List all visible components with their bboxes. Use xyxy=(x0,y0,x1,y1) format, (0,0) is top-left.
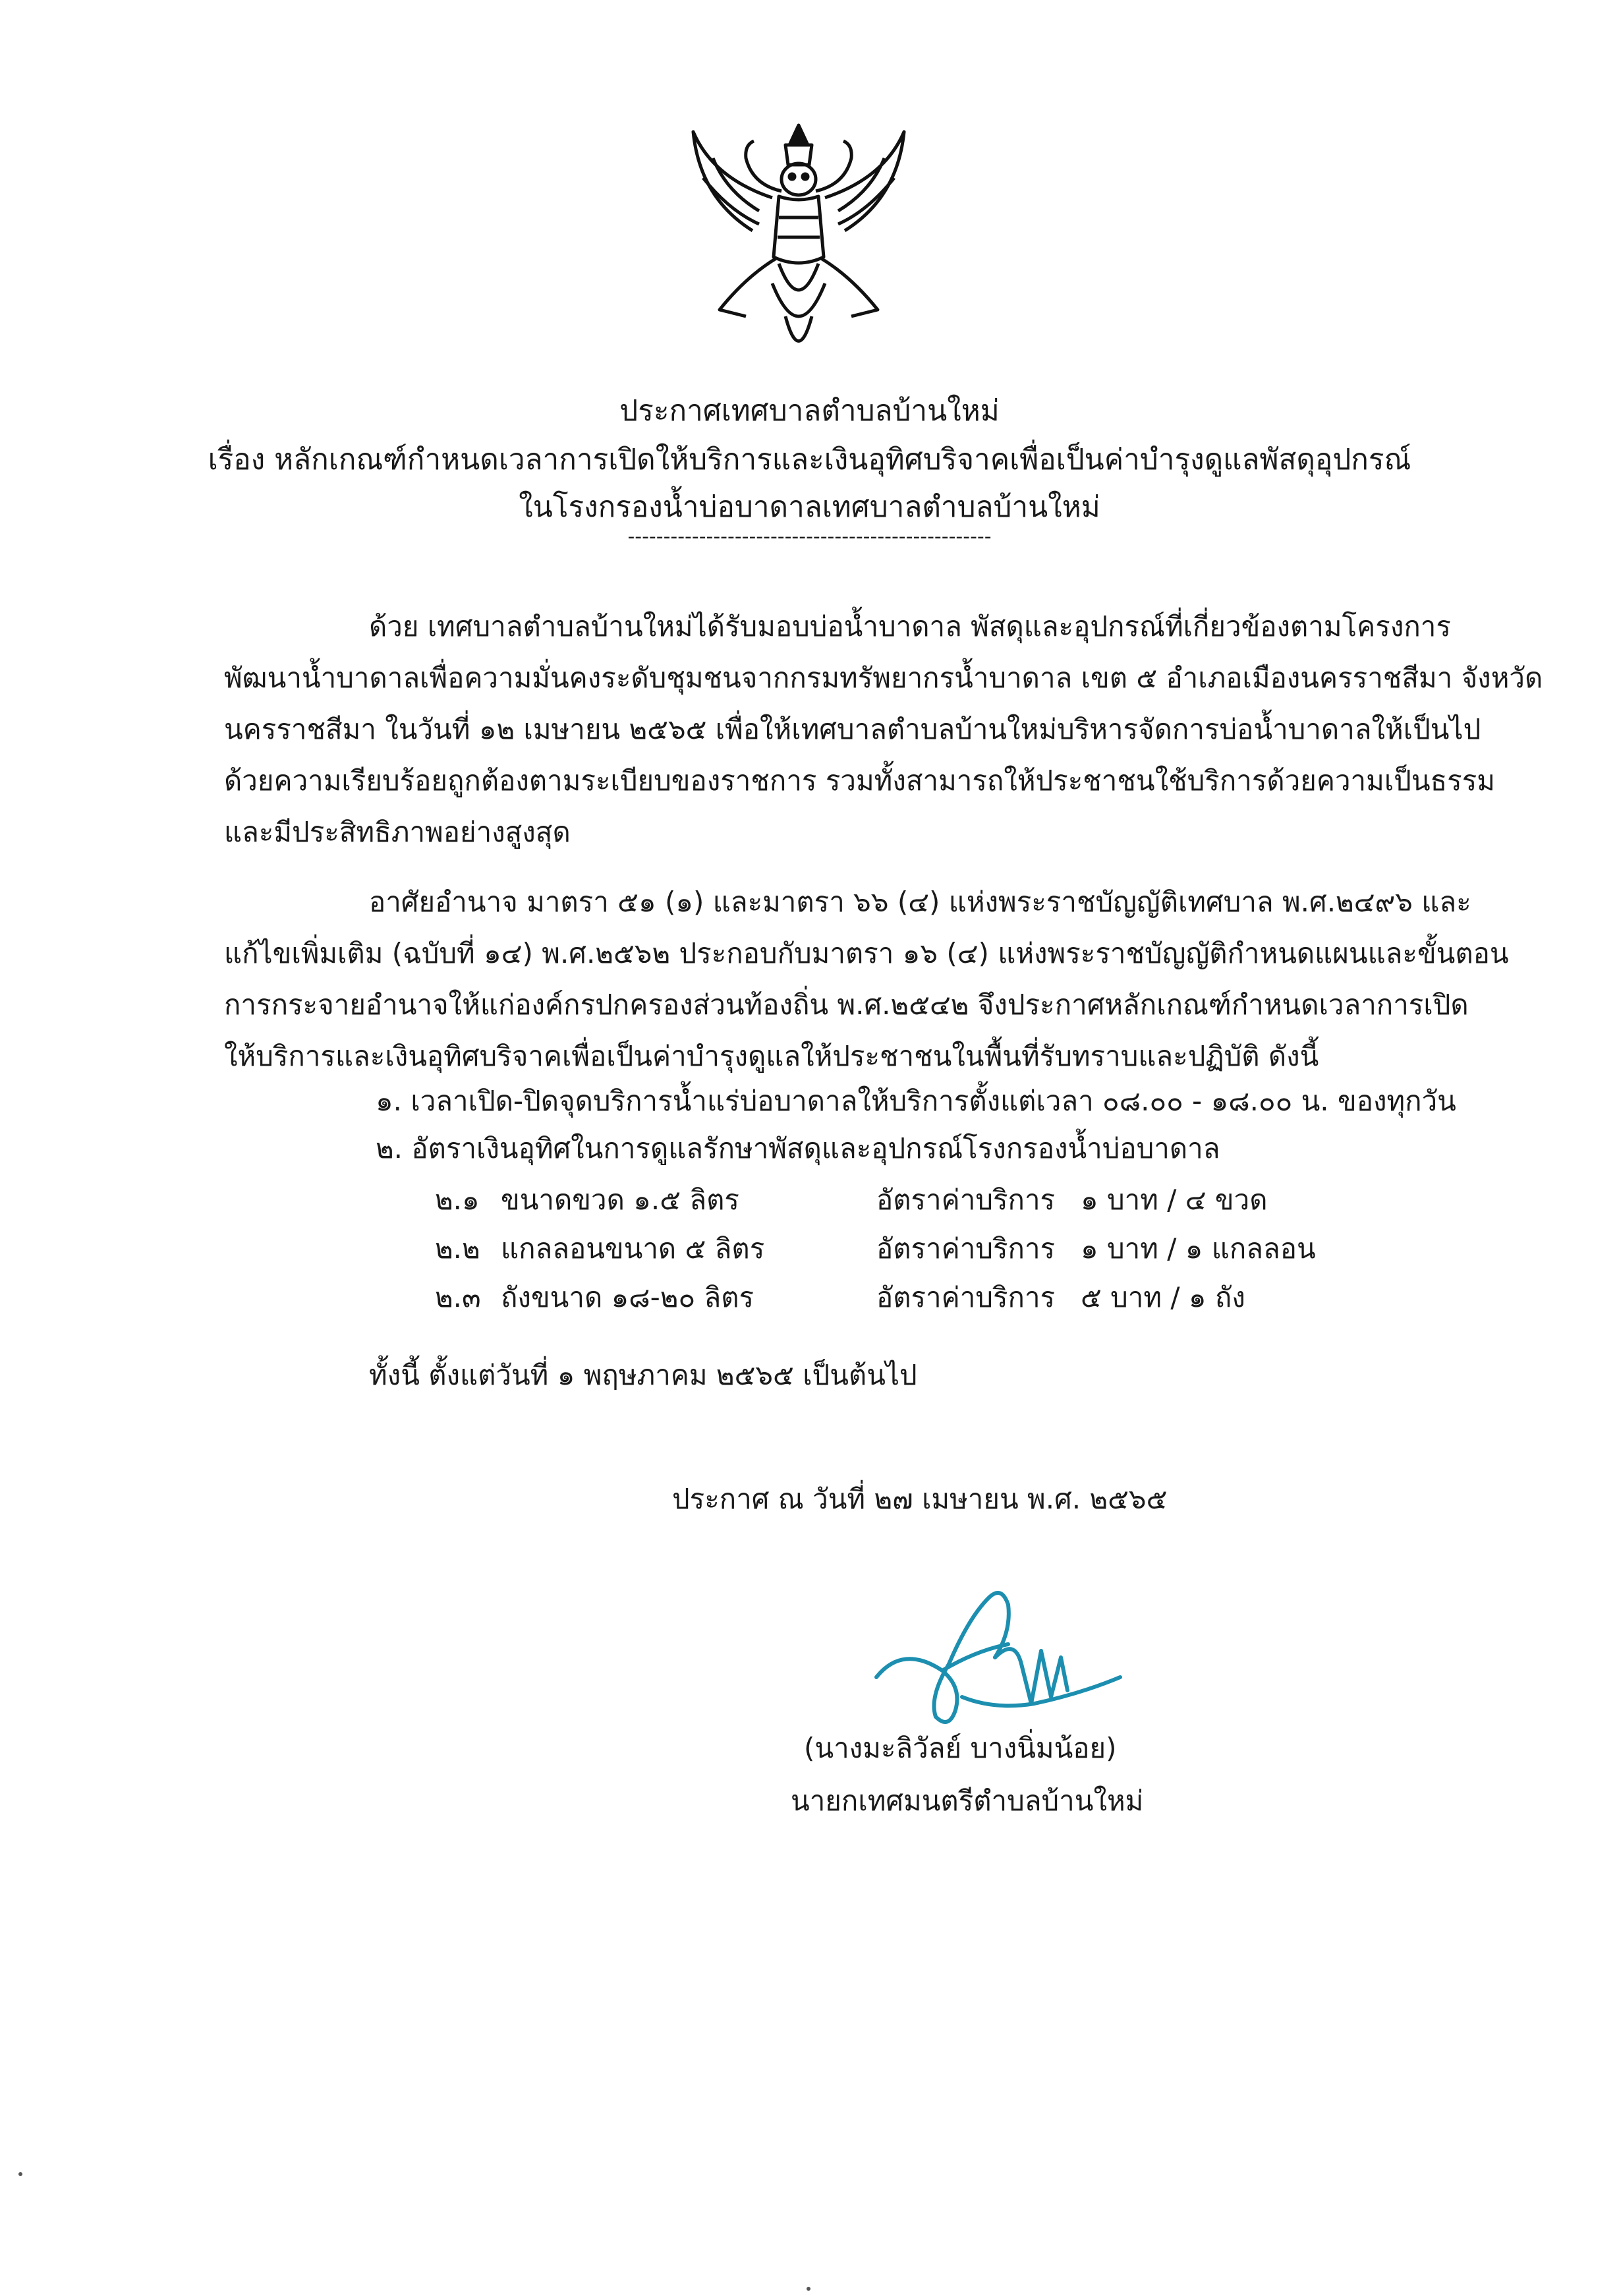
paragraph2-line: ให้บริการและเงินอุทิศบริจาคเพื่อเป็นค่าบำรุงดูแลให้ประชาชนในพื้นที่รับทราบและปฏิบัติ ดังนี้ xyxy=(224,1040,1319,1072)
signer-name: (นางมะลิวัลย์ บางนิ่มน้อย) xyxy=(804,1732,1117,1764)
paragraph2-line: แก้ไขเพิ่มเติม (ฉบับที่ ๑๔) พ.ศ.๒๕๖๒ ประกอบกับมาตรา ๑๖ (๔) แห่งพระราชบัญญัติกำหนดแผนและขั้นตอน xyxy=(224,937,1509,969)
paragraph1-line: พัฒนาน้ำบาดาลเพื่อความมั่นคงระดับชุมชนจากกรมทรัพยากรน้ำบาดาล เขต ๕ อำเภอเมืองนครราชสีมา จังหวัด xyxy=(224,662,1543,694)
subject-line: เรื่อง หลักเกณฑ์กำหนดเวลาการเปิดให้บริการและเงินอุทิศบริจาคเพื่อเป็นค่าบำรุงดูแลพัสดุอุปกรณ์ xyxy=(208,443,1411,476)
announcement-title: ประกาศเทศบาลตำบลบ้านใหม่ xyxy=(619,394,1000,428)
scan-speck xyxy=(18,2172,22,2176)
rate-value: ๑ บาท / ๑ แกลลอน xyxy=(1081,1232,1316,1265)
paragraph1-line: ด้วยความเรียบร้อยถูกต้องตามระเบียบของราชการ รวมทั้งสามารถให้ประชาชนใช้บริการด้วยความเป็นธรรม xyxy=(224,764,1495,797)
rate-no: ๒.๓ xyxy=(435,1281,481,1313)
paragraph2-line: การกระจายอำนาจให้แก่องค์กรปกครองส่วนท้องถิ่น พ.ศ.๒๕๔๒ จึงประกาศหลักเกณฑ์กำหนดเวลาการเปิด xyxy=(224,989,1469,1021)
rate-label: อัตราค่าบริการ xyxy=(876,1184,1056,1216)
garuda-emblem xyxy=(673,119,924,369)
paragraph1-line: ด้วย เทศบาลตำบลบ้านใหม่ได้รับมอบบ่อน้ำบาดาล พัสดุและอุปกรณ์ที่เกี่ยวข้องตามโครงการ xyxy=(369,610,1451,643)
paragraph2-line: อาศัยอำนาจ มาตรา ๕๑ (๑) และมาตรา ๖๖ (๔) แห่งพระราชบัญญัติเทศบาล พ.ศ.๒๔๙๖ และ xyxy=(369,886,1471,918)
paragraph1-line: และมีประสิทธิภาพอย่างสูงสุด xyxy=(224,816,571,848)
subject-line-2: ในโรงกรองน้ำบ่อบาดาลเทศบาลตำบลบ้านใหม่ xyxy=(519,490,1100,524)
scan-speck xyxy=(807,2287,810,2291)
effective-date: ทั้งนี้ ตั้งแต่วันที่ ๑ พฤษภาคม ๒๕๖๕ เป็นต้นไป xyxy=(369,1359,917,1391)
rate-item: ขนาดขวด ๑.๕ ลิตร xyxy=(501,1184,739,1216)
rate-item: แกลลอนขนาด ๕ ลิตร xyxy=(501,1232,765,1265)
rate-item: ถังขนาด ๑๘-๒๐ ลิตร xyxy=(501,1281,754,1313)
rate-label: อัตราค่าบริการ xyxy=(876,1232,1056,1265)
separator-line: --------------------------------------------------- xyxy=(627,525,992,548)
announcement-date: ประกาศ ณ วันที่ ๒๗ เมษายน พ.ศ. ๒๕๖๕ xyxy=(672,1483,1168,1515)
rate-label: อัตราค่าบริการ xyxy=(876,1281,1056,1313)
signer-position: นายกเทศมนตรีตำบลบ้านใหม่ xyxy=(791,1785,1144,1817)
handwritten-signature xyxy=(863,1578,1133,1736)
rule-item-2: ๒. อัตราเงินอุทิศในการดูแลรักษาพัสดุและอุปกรณ์โรงกรองน้ำบ่อบาดาล xyxy=(376,1132,1220,1164)
rule-item-1: ๑. เวลาเปิด-ปิดจุดบริการน้ำแร่บ่อบาดาลให้บริการตั้งแต่เวลา ๐๘.๐๐ - ๑๘.๐๐ น. ของทุกวัน xyxy=(376,1085,1456,1117)
rate-value: ๕ บาท / ๑ ถัง xyxy=(1081,1281,1245,1313)
rate-no: ๒.๑ xyxy=(435,1184,480,1216)
rate-no: ๒.๒ xyxy=(435,1232,480,1265)
rate-value: ๑ บาท / ๔ ขวด xyxy=(1081,1184,1268,1216)
paragraph1-line: นครราชสีมา ในวันที่ ๑๒ เมษายน ๒๕๖๕ เพื่อให้เทศบาลตำบลบ้านใหม่บริหารจัดการบ่อน้ำบาดาลให้เป็นไป xyxy=(224,713,1481,745)
